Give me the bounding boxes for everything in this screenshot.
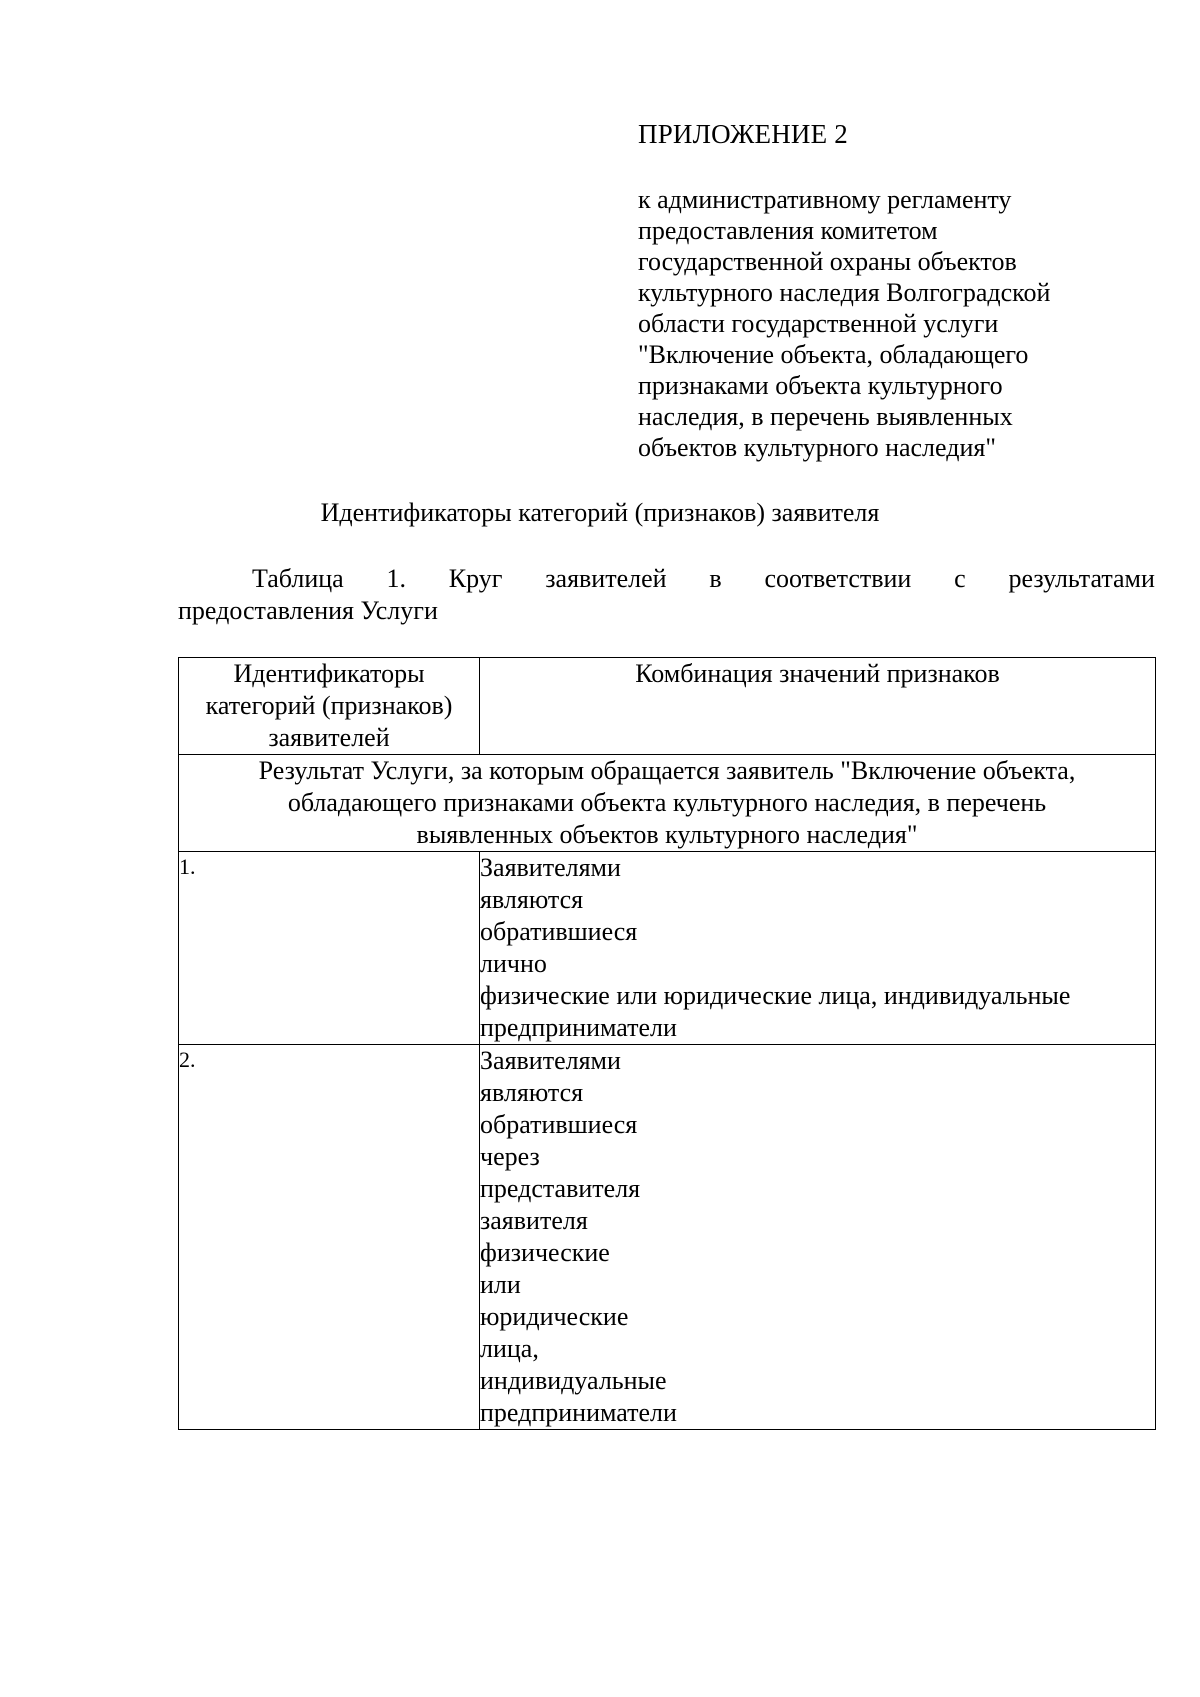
appendix-subtitle (638, 184, 1108, 463)
appendix-subtitle-line: государственной охраны объектов (638, 247, 1017, 276)
table-row (179, 1045, 1156, 1430)
row-word: являются (480, 885, 584, 914)
table-result-row (179, 755, 1156, 852)
row-text-line (480, 1045, 1155, 1173)
applicant-categories-table (178, 657, 1156, 1430)
appendix-subtitle-line: к административному регламенту (638, 185, 1012, 214)
row-word: физические (480, 1238, 610, 1267)
appendix-subtitle-line: наследия, в перечень выявленных (638, 402, 1013, 431)
caption-word: в (709, 564, 722, 593)
caption-word: с (954, 564, 966, 593)
row-text-line (480, 852, 1155, 980)
appendix-subtitle-line: предоставления комитетом (638, 216, 938, 245)
caption-word: результатами (1008, 564, 1155, 593)
appendix-subtitle-line: "Включение объекта, обладающего (638, 340, 1029, 369)
row-text-line: физические или юридические лица, индивидуальные (480, 981, 1071, 1010)
document-heading: Идентификаторы категорий (признаков) заявителя (320, 498, 880, 527)
header-line: Идентификаторы (233, 659, 425, 688)
header-line: категорий (признаков) (205, 691, 453, 720)
row-word: заявителя (480, 1206, 588, 1235)
result-line: выявленных объектов культурного наследия" (416, 820, 918, 849)
row-number: 2. (179, 1045, 480, 1430)
caption-word: 1. (386, 564, 406, 593)
table-row (179, 852, 1156, 1045)
row-word: индивидуальные (480, 1366, 667, 1395)
row-text (480, 852, 1156, 1045)
appendix-subtitle-line: признаками объекта культурного (638, 371, 1003, 400)
row-text-line: предприниматели (480, 1013, 677, 1042)
caption-word: соответствии (764, 564, 912, 593)
result-cell (179, 755, 1156, 852)
header-line: заявителей (268, 723, 390, 752)
table-caption (178, 563, 1155, 627)
row-word: Заявителями (480, 853, 621, 882)
caption-word: Таблица (252, 564, 344, 593)
row-text-line (480, 1173, 1155, 1301)
result-line: обладающего признаками объекта культурного наследия, в перечень (287, 788, 1047, 817)
row-word: или (480, 1270, 521, 1299)
row-text-line: предприниматели (480, 1398, 677, 1427)
caption-word: заявителей (545, 564, 667, 593)
row-word: через (480, 1142, 540, 1171)
appendix-title: ПРИЛОЖЕНИЕ 2 (638, 119, 848, 149)
appendix-subtitle-line: области государственной услуги (638, 309, 999, 338)
result-line: Результат Услуги, за которым обращается заявитель "Включение объекта, (258, 756, 1076, 785)
row-word: лица, (480, 1334, 539, 1363)
row-word: обратившиеся (480, 1110, 638, 1139)
header-identifiers (179, 658, 480, 755)
row-number: 1. (179, 852, 480, 1045)
appendix-subtitle-line: культурного наследия Волгоградской (638, 278, 1051, 307)
table-header-row (179, 658, 1156, 755)
header-combination: Комбинация значений признаков (480, 658, 1156, 755)
row-word: лично (480, 949, 547, 978)
row-word: являются (480, 1078, 584, 1107)
row-word: представителя (480, 1174, 641, 1203)
appendix-subtitle-line: объектов культурного наследия" (638, 433, 996, 462)
row-text-line (480, 1301, 1155, 1397)
row-word: юридические (480, 1302, 629, 1331)
caption-word: Круг (448, 564, 503, 593)
row-word: обратившиеся (480, 917, 638, 946)
table-caption-line (178, 563, 1155, 595)
table-caption-line: предоставления Услуги (178, 596, 438, 625)
row-text (480, 1045, 1156, 1430)
row-word: Заявителями (480, 1046, 621, 1075)
